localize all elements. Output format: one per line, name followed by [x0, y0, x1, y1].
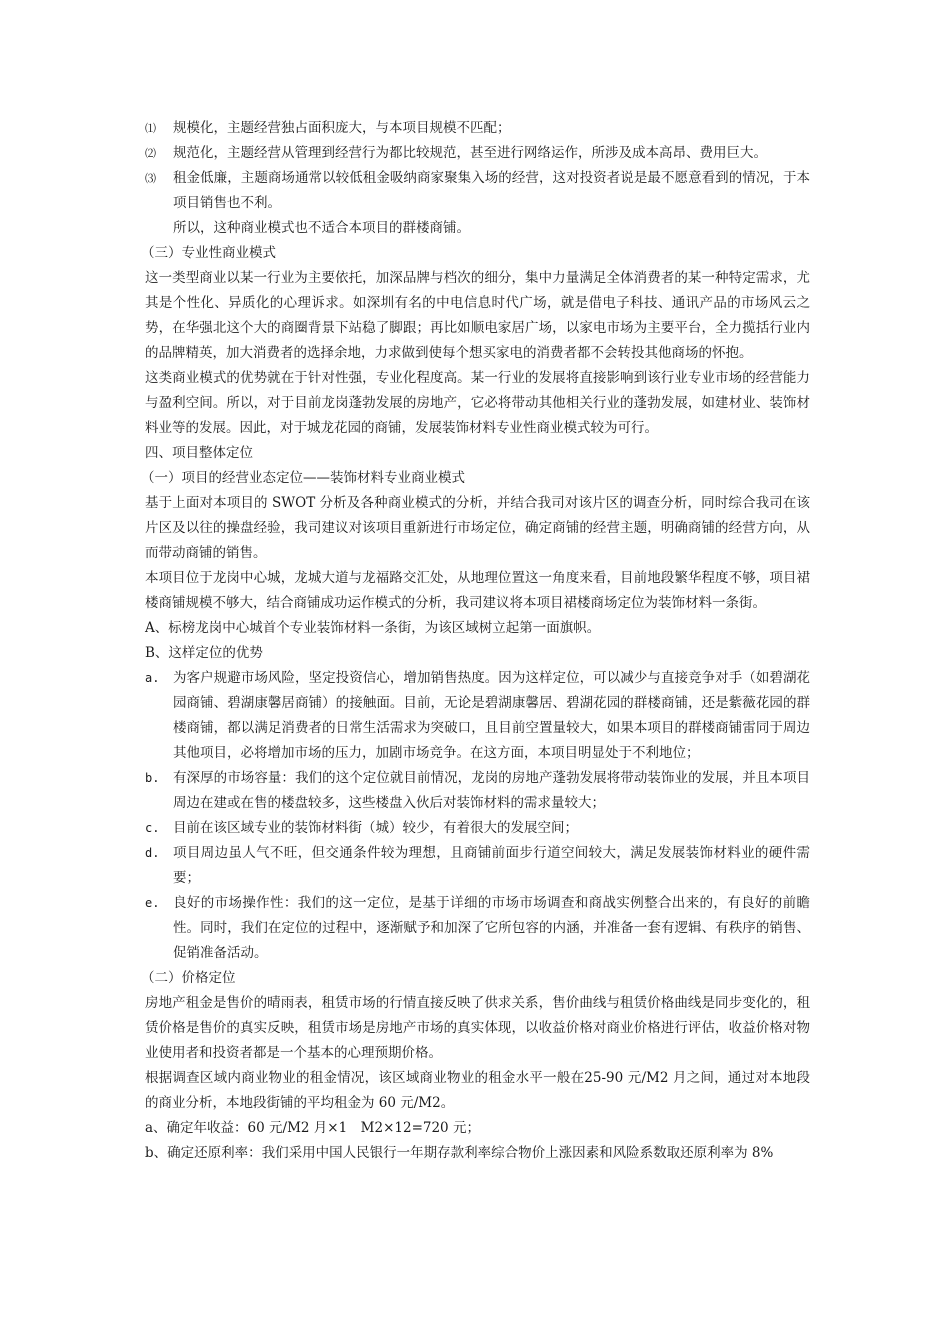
- item-a-heading: A、标榜龙岗中心城首个专业装饰材料一条街，为该区域树立起第一面旗帜。: [145, 620, 601, 636]
- list-letter: a.: [145, 671, 160, 685]
- list-text: 项目周边虽人气不旺，但交通条件较为理想，且商铺前面步行道空间较大，满足发展装饰材料业的硬件需要；: [173, 845, 810, 886]
- list-number: ⑵: [145, 147, 156, 160]
- list-letter: d.: [145, 846, 160, 860]
- list-text: 目前在该区域专业的装饰材料街（城）较少，有着很大的发展空间；: [173, 820, 578, 836]
- paragraph: 房地产租金是售价的晴雨表，租赁市场的行情直接反映了供求关系，售价曲线与租赁价格曲线是同步变化的，租赁价格是售价的真实反映，租赁市场是房地产市场的真实体现，以收益价格对商业价格进行评估，收益价格对物业使用者和投资者都是一个基本的心理预期价格。: [145, 995, 810, 1061]
- section-heading-3: （三）专业性商业模式: [141, 245, 276, 261]
- list-item: [145, 766, 810, 816]
- list-letter: e.: [145, 896, 160, 910]
- item-cap-rate: b、确定还原利率：我们采用中国人民银行一年期存款利率综合物价上涨因素和风险系数取还原利率为 8%: [145, 1145, 774, 1161]
- list-text: 有深厚的市场容量：我们的这个定位就目前情况，龙岗的房地产蓬勃发展将带动装饰业的发展，并且本项目周边在建或在售的楼盘较多，这些楼盘入伙后对装饰材料的需求量较大；: [173, 770, 810, 811]
- list-item: [145, 891, 810, 966]
- list-item: [145, 666, 810, 766]
- list-text: 为客户规避市场风险，坚定投资信心，增加销售热度。因为这样定位，可以减少与直接竞争对手（如碧湖花园商铺、碧湖康馨居商铺）的接触面。目前，无论是碧湖康馨居、碧湖花园的群楼商铺，还是紫薇花园的群楼商铺，都以满足消费者的日常生活需求为突破口，且目前空置量较大，如果本项目的群楼商铺雷同于周边其他项目，必将增加市场的压力，加剧市场竞争。在这方面，本项目明显处于不利地位；: [173, 670, 810, 761]
- document-body: [141, 116, 810, 1166]
- paragraph: 基于上面对本项目的 SWOT 分析及各种商业模式的分析，并结合我司对该片区的调查分析，同时综合我司在该片区及以往的操盘经验，我司建议对该项目重新进行市场定位，确定商铺的经营主题，明确商铺的经营方向，从而带动商铺的销售。: [145, 495, 810, 561]
- list-text: 良好的市场操作性：我们的这一定位，是基于详细的市场市场调查和商战实例整合出来的，有良好的前瞻性。同时，我们在定位的过程中，逐渐赋予和加深了它所包容的内涵，并准备一套有逻辑、有秩序的销售、促销准备活动。: [173, 895, 810, 961]
- paragraph: 本项目位于龙岗中心城，龙城大道与龙福路交汇处，从地理位置这一角度来看，目前地段繁华程度不够，项目裙楼商铺规模不够大，结合商铺成功运作模式的分析，我司建议将本项目裙楼商场定位为装饰材料一条街。: [145, 570, 810, 611]
- conclusion-paragraph: 所以，这种商业模式也不适合本项目的群楼商铺。: [173, 220, 470, 236]
- item-annual-income: a、确定年收益：60 元/M2 月×1 M2×12=720 元；: [145, 1120, 480, 1136]
- list-text: 规模化，主题经营独占面积庞大，与本项目规模不匹配；: [173, 120, 511, 136]
- paragraph: 根据调查区域内商业物业的租金情况，该区域商业物业的租金水平一般在25-90 元/M2 月之间，通过对本地段的商业分析，本地段街铺的平均租金为 60 元/M2。: [145, 1070, 810, 1111]
- list-item: [145, 116, 810, 141]
- list-number: ⑴: [145, 122, 156, 135]
- item-b-heading: B、这样定位的优势: [145, 645, 263, 661]
- list-item: [145, 841, 810, 891]
- list-item: [145, 141, 810, 166]
- paragraph: 这一类型商业以某一行业为主要依托，加深品牌与档次的细分，集中力量满足全体消费者的某一种特定需求，尤其是个性化、异质化的心理诉求。如深圳有名的中电信息时代广场，就是借电子科技、通讯产品的市场风云之势，在华强北这个大的商圈背景下站稳了脚跟；再比如顺电家居广场，以家电市场为主要平台，全力揽括行业内的品牌精英，加大消费者的选择余地，力求做到使每个想买家电的消费者都不会转投其他商场的怀抱。: [145, 270, 810, 361]
- paragraph: 这类商业模式的优势就在于针对性强，专业化程度高。某一行业的发展将直接影响到该行业专业市场的经营能力与盈利空间。所以，对于目前龙岗蓬勃发展的房地产，它必将带动其他相关行业的蓬勃发展，如建材业、装饰材料业等的发展。因此，对于城龙花园的商铺，发展装饰材料专业性商业模式较为可行。: [145, 370, 810, 436]
- list-text: 租金低廉，主题商场通常以较低租金吸纳商家聚集入场的经营，这对投资者说是最不愿意看到的情况，于本项目销售也不利。: [173, 170, 810, 211]
- list-letter: b.: [145, 771, 160, 785]
- subsection-heading-price: （二）价格定位: [141, 970, 236, 986]
- list-number: ⑶: [145, 172, 156, 185]
- list-letter: c.: [145, 821, 160, 835]
- list-item: [145, 166, 810, 216]
- list-text: 规范化，主题经营从管理到经营行为都比较规范，甚至进行网络运作，所涉及成本高昂、费用巨大。: [173, 145, 767, 161]
- subsection-heading-positioning: （一）项目的经营业态定位——装饰材料专业商业模式: [141, 470, 465, 486]
- list-item: [145, 816, 810, 841]
- section-heading-4: 四、项目整体定位: [145, 445, 253, 461]
